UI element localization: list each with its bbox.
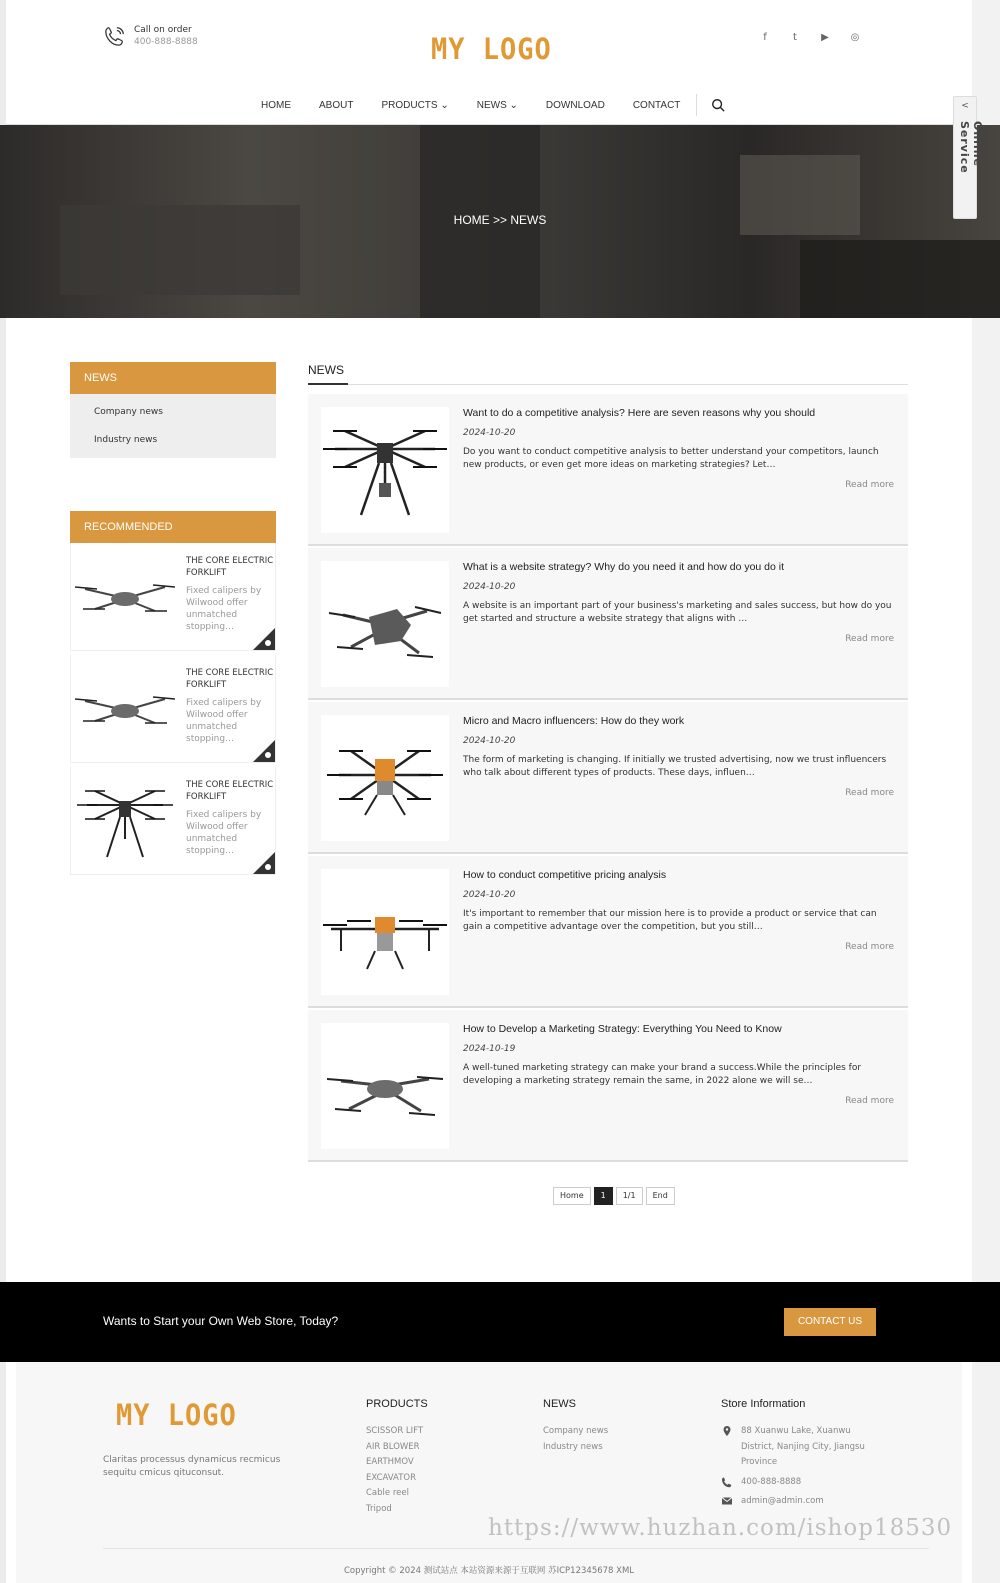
footer-product-link[interactable]: EXCAVATOR xyxy=(366,1472,416,1483)
site-header xyxy=(6,0,972,125)
contact-us-button[interactable]: CONTACT US xyxy=(784,1308,876,1336)
pager-count: 1/1 xyxy=(616,1187,643,1205)
footer-news-link[interactable]: Company news xyxy=(543,1426,609,1436)
recommended-corner xyxy=(253,740,275,762)
nav-download[interactable]: DOWNLOAD xyxy=(545,99,605,111)
phone-icon xyxy=(721,1476,733,1488)
eye-icon xyxy=(265,752,271,758)
agri-drone-image xyxy=(321,869,449,995)
online-service-label: Online Service xyxy=(958,121,984,174)
news-date: 2024-10-20 xyxy=(463,428,516,438)
news-title[interactable]: Want to do a competitive analysis? Here are seven reasons why you should xyxy=(463,407,816,419)
read-more-link[interactable]: Read more xyxy=(845,1096,894,1106)
site-logo[interactable]: MY LOGO xyxy=(431,32,552,67)
cta-text: Wants to Start your Own Web Store, Today? xyxy=(103,1314,339,1328)
read-more-link[interactable]: Read more xyxy=(845,788,894,798)
news-title[interactable]: What is a website strategy? Why do you need it and how do you do it xyxy=(463,561,785,573)
pager-current[interactable]: 1 xyxy=(594,1187,613,1205)
recommended-title: THE CORE ELECTRIC FORKLIFT xyxy=(186,556,274,578)
twitter-icon[interactable]: t xyxy=(793,31,797,43)
recommended-corner xyxy=(253,852,275,874)
footer-store-title: Store Information xyxy=(721,1398,806,1410)
call-number: 400-888-8888 xyxy=(134,37,198,47)
nav-products[interactable]: PRODUCTS ⌄ xyxy=(381,99,449,111)
news-title[interactable]: How to Develop a Marketing Strategy: Everything You Need to Know xyxy=(463,1023,782,1035)
recommended-item[interactable] xyxy=(70,543,276,651)
nav-news[interactable]: NEWS ⌄ xyxy=(476,99,518,111)
read-more-link[interactable]: Read more xyxy=(845,634,894,644)
news-date: 2024-10-20 xyxy=(463,736,516,746)
sidebar-item-company-news[interactable]: Company news xyxy=(94,407,163,417)
drone-image xyxy=(321,561,449,687)
eye-icon xyxy=(265,864,271,870)
eye-icon xyxy=(265,640,271,646)
footer-product-link[interactable]: SCISSOR LIFT xyxy=(366,1426,424,1436)
search-icon[interactable] xyxy=(711,98,725,112)
instagram-icon[interactable]: ◎ xyxy=(850,31,860,43)
call-label: Call on order xyxy=(134,25,192,35)
nav-home[interactable]: HOME xyxy=(261,99,291,111)
pager-home[interactable]: Home xyxy=(553,1187,591,1205)
main-nav xyxy=(261,94,725,116)
news-date: 2024-10-19 xyxy=(463,1044,516,1054)
online-service-tab[interactable] xyxy=(953,96,984,219)
sidebar-news-title: NEWS xyxy=(70,362,276,394)
page-banner xyxy=(0,125,1000,318)
read-more-link[interactable]: Read more xyxy=(845,480,894,490)
news-date: 2024-10-20 xyxy=(463,582,516,592)
recommended-item[interactable] xyxy=(70,767,276,875)
breadcrumb[interactable]: HOME >> NEWS xyxy=(453,213,547,227)
facebook-icon[interactable]: f xyxy=(763,31,767,43)
news-heading-rule xyxy=(308,384,908,385)
pager-end[interactable]: End xyxy=(646,1187,675,1205)
news-heading: NEWS xyxy=(308,363,344,377)
hexacopter-image xyxy=(321,407,449,533)
nav-contact[interactable]: CONTACT xyxy=(632,99,681,111)
sidebar-news xyxy=(70,362,276,458)
pagination xyxy=(553,1187,675,1205)
site-footer xyxy=(16,1362,962,1583)
watermark: https://www.huzhan.com/ishop18530 xyxy=(488,1515,953,1541)
phone-icon xyxy=(104,25,126,47)
news-desc: It's important to remember that our mission here is to provide a product or service that can gain a competitive advantage over the competition, but you still… xyxy=(463,909,877,932)
news-item[interactable] xyxy=(308,1010,908,1162)
news-heading-accent xyxy=(308,383,348,385)
read-more-link[interactable]: Read more xyxy=(845,942,894,952)
news-title[interactable]: Micro and Macro influencers: How do they work xyxy=(463,715,685,727)
drone-image xyxy=(75,553,175,639)
call-on-order[interactable] xyxy=(104,24,198,48)
footer-copyright: Copyright © 2024 测试站点 本站资源来源于互联网 苏ICP12345678 XML xyxy=(343,1566,635,1576)
social-links xyxy=(758,30,862,44)
footer-product-link[interactable]: Tripod xyxy=(366,1503,392,1514)
news-item[interactable] xyxy=(308,702,908,854)
footer-address: 88 Xuanwu Lake, Xuanwu District, Nanjing City, Jiangsu Province xyxy=(741,1426,865,1467)
footer-news-link[interactable]: Industry news xyxy=(543,1441,603,1452)
footer-news-title: NEWS xyxy=(543,1398,576,1410)
recommended-title: THE CORE ELECTRIC FORKLIFT xyxy=(186,780,274,802)
sidebar-recommended xyxy=(70,511,276,879)
footer-logo[interactable]: MY LOGO xyxy=(116,1398,237,1433)
drone-image xyxy=(321,1023,449,1149)
nav-about[interactable]: ABOUT xyxy=(319,99,354,111)
sidebar-recommended-title: RECOMMENDED xyxy=(70,511,276,543)
news-desc: A website is an important part of your business's marketing and sales success, but how do you get started and structure a website strategy that aligns with … xyxy=(463,601,892,624)
footer-products-title: PRODUCTS xyxy=(366,1398,428,1410)
news-date: 2024-10-20 xyxy=(463,890,516,900)
footer-news xyxy=(543,1398,608,1455)
news-item[interactable] xyxy=(308,394,908,546)
footer-product-link[interactable]: AIR BLOWER xyxy=(366,1441,420,1452)
mail-icon xyxy=(721,1495,733,1507)
sidebar-item-industry-news[interactable]: Industry news xyxy=(94,435,158,445)
footer-desc: Claritas processus dynamicus recmicus sequitu cmicus qituconsut. xyxy=(103,1455,281,1478)
recommended-desc: Fixed calipers by Wilwood offer unmatched stopping… xyxy=(186,810,262,856)
news-item[interactable] xyxy=(308,548,908,700)
footer-phone[interactable]: 400-888-8888 xyxy=(741,1476,802,1487)
recommended-desc: Fixed calipers by Wilwood offer unmatched stopping… xyxy=(186,698,262,744)
recommended-title: THE CORE ELECTRIC FORKLIFT xyxy=(186,668,274,690)
news-desc: A well-tuned marketing strategy can make your brand a success.While the principles for developing a marketing strategy remain the same, in 2022 alone we will se… xyxy=(463,1063,862,1086)
footer-products xyxy=(366,1398,428,1517)
footer-divider xyxy=(103,1548,929,1549)
news-title[interactable]: How to conduct competitive pricing analysis xyxy=(463,869,667,881)
news-desc: Do you want to conduct competitive analysis to better understand your competitors, launch new products, or even get more ideas on marketing strategies? Let… xyxy=(463,447,879,470)
youtube-icon[interactable]: ▶ xyxy=(821,31,829,43)
hexacopter-image xyxy=(75,777,175,863)
footer-store xyxy=(721,1398,881,1514)
drone-image xyxy=(75,665,175,751)
nav-divider xyxy=(696,94,697,116)
footer-product-link[interactable]: EARTHMOV xyxy=(366,1457,414,1467)
recommended-desc: Fixed calipers by Wilwood offer unmatched stopping… xyxy=(186,586,262,632)
news-desc: The form of marketing is changing. If initially we trusted advertising, now we trust influencers who talk about different types of products. These days, influen… xyxy=(463,755,887,778)
chevron-left-icon: < xyxy=(961,101,969,111)
news-item[interactable] xyxy=(308,856,908,1008)
location-icon xyxy=(721,1425,733,1437)
recommended-corner xyxy=(253,628,275,650)
cta-bar xyxy=(0,1282,1000,1362)
footer-product-link[interactable]: Cable reel xyxy=(366,1488,409,1498)
recommended-item[interactable] xyxy=(70,655,276,763)
footer-email[interactable]: admin@admin.com xyxy=(741,1496,824,1506)
agri-drone-image xyxy=(321,715,449,841)
